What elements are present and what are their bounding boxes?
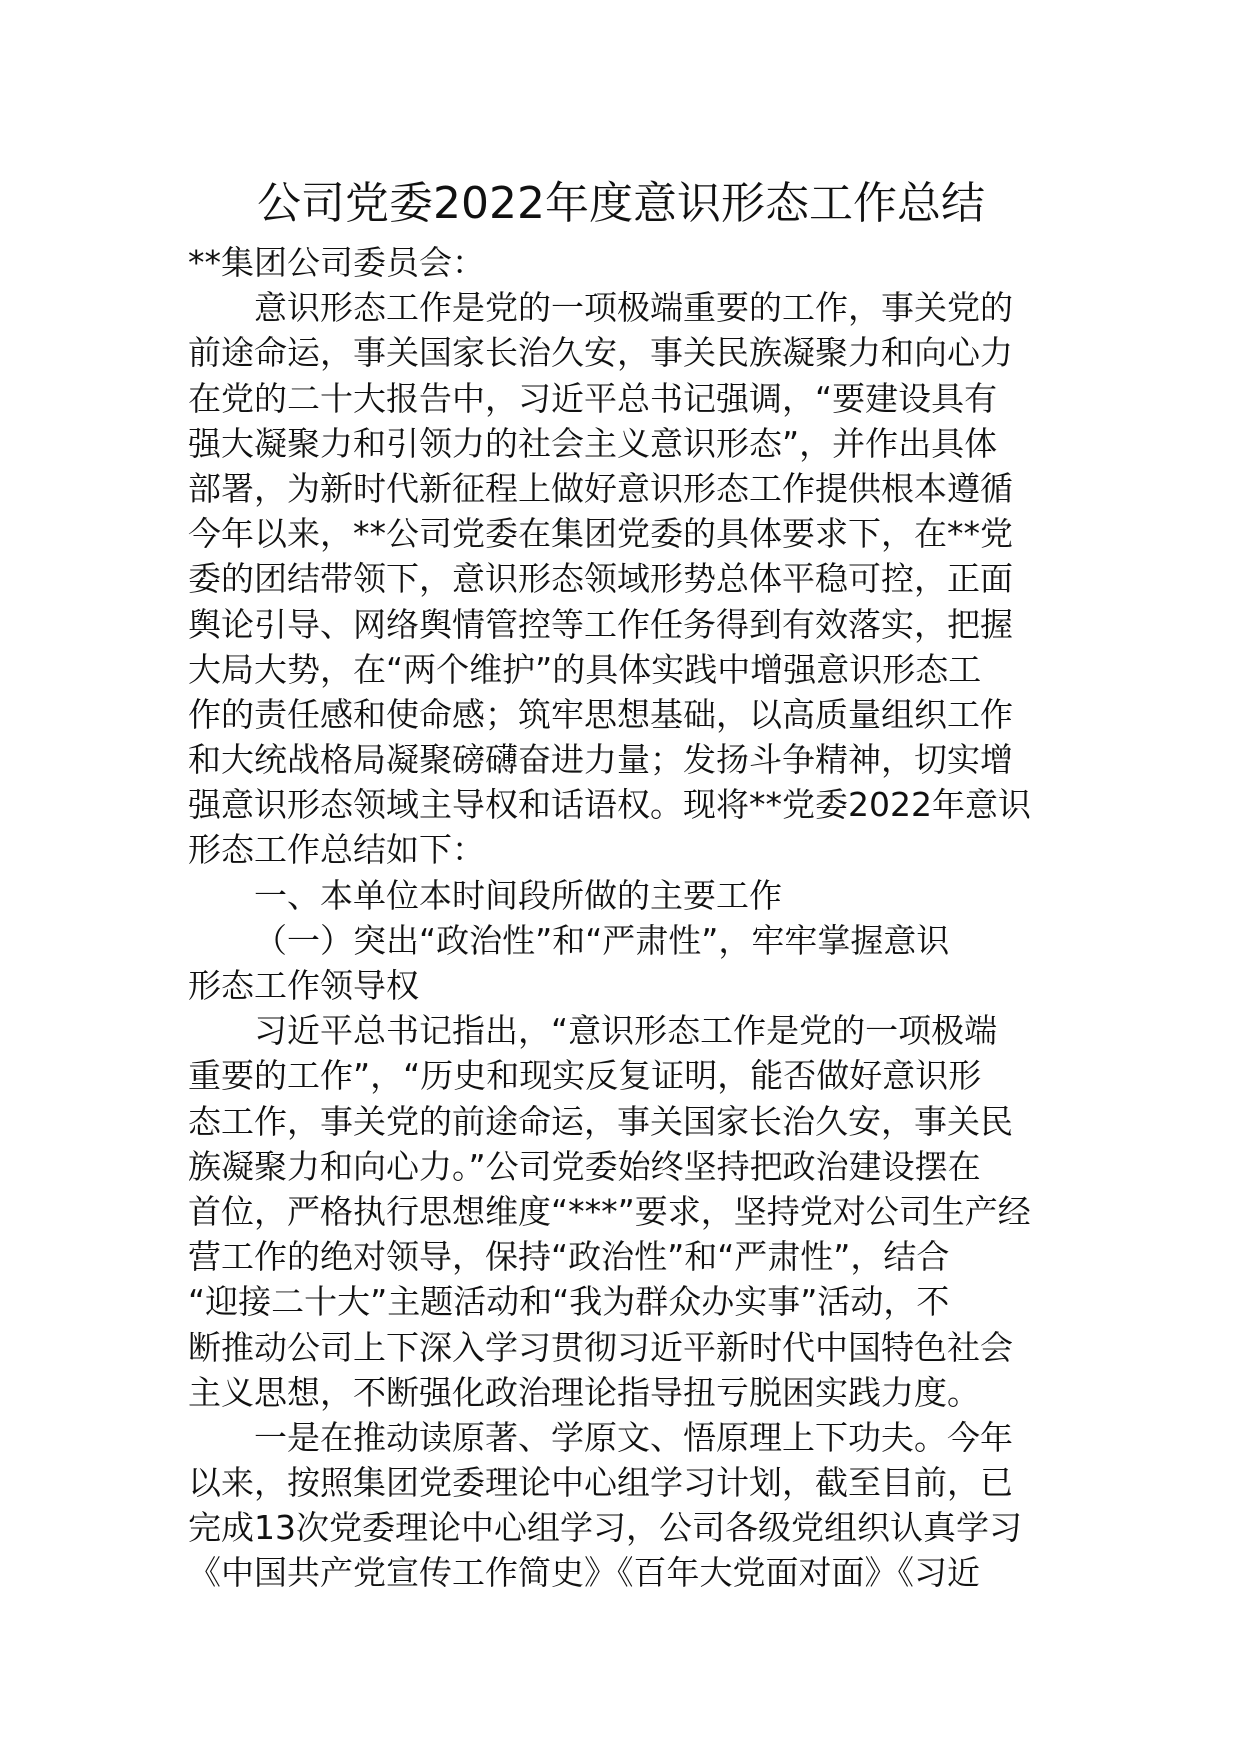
subsection-heading	[188, 918, 1054, 1008]
subheading-line: 形态工作领导权	[188, 966, 419, 1005]
paragraph-line: 前途命运，事关国家长治久安，事关民族凝聚力和向心力	[188, 333, 1013, 373]
paragraph-line: 完成13次党委理论中心组学习，公司各级党组织认真学习	[188, 1508, 1022, 1548]
paragraph-line: 重要的工作”，“历史和现实反复证明，能否做好意识形	[188, 1056, 982, 1096]
paragraph-line: 今年以来，**公司党委在集团党委的具体要求下，在**党	[188, 514, 1013, 554]
paragraph-line: 族凝聚力和向心力。”公司党委始终坚持把政治建设摆在	[188, 1146, 981, 1186]
paragraph-line: 首位，严格执行思想维度“***”要求，坚持党对公司生产经	[188, 1191, 1031, 1231]
paragraph-line: 一是在推动读原著、学原文、悟原理上下功夫。今年	[254, 1417, 1013, 1457]
paragraph-line: 委的团结带领下，意识形态领域形势总体平稳可控，正面	[188, 559, 1013, 599]
document-title: 公司党委2022年度意识形态工作总结	[257, 178, 985, 229]
paragraph-line: 舆论引导、网络舆情管控等工作任务得到有效落实，把握	[188, 604, 1013, 644]
document-page	[188, 168, 1054, 1596]
paragraph-1	[188, 285, 1054, 872]
paragraph-line: 断推动公司上下深入学习贯彻习近平新时代中国特色社会	[188, 1327, 1013, 1367]
paragraph-line: 作的责任感和使命感；筑牢思想基础，以高质量组织工作	[188, 694, 1013, 734]
paragraph-line: “迎接二十大”主题活动和“我为群众办实事”活动，不	[188, 1282, 950, 1322]
paragraph-line: 大局大势，在“两个维护”的具体实践中增强意识形态工	[188, 649, 982, 689]
paragraph-line: 意识形态工作是党的一项极端重要的工作，事关党的	[254, 288, 1013, 328]
paragraph-line: 部署，为新时代新征程上做好意识形态工作提供根本遵循	[188, 468, 1013, 508]
paragraph-line: 以来，按照集团党委理论中心组学习计划，截至目前，已	[188, 1463, 1013, 1503]
paragraph-2	[188, 1008, 1054, 1415]
paragraph-line: 和大统战格局凝聚磅礴奋进力量；发扬斗争精神，切实增	[188, 740, 1013, 780]
paragraph-line: 态工作，事关党的前途命运，事关国家长治久安，事关民	[188, 1101, 1013, 1141]
paragraph-line: 营工作的绝对领导，保持“政治性”和“严肃性”，结合	[188, 1237, 950, 1277]
document-body	[188, 240, 1054, 1596]
paragraph-line: 《中国共产党宣传工作简史》《百年大党面对面》《习近	[188, 1553, 980, 1593]
paragraph-line: 主义思想，不断强化政治理论指导扭亏脱困实践力度。	[188, 1372, 980, 1412]
salutation: **集团公司委员会：	[188, 243, 485, 282]
paragraph-line: 形态工作总结如下：	[188, 830, 485, 870]
paragraph-3	[188, 1415, 1054, 1596]
subheading-line: （一）突出“政治性”和“严肃性”，牢牢掌握意识	[254, 920, 950, 960]
paragraph-line: 强意识形态领域主导权和话语权。现将**党委2022年意识	[188, 785, 1031, 825]
paragraph-line: 在党的二十大报告中，习近平总书记强调，“要建设具有	[188, 378, 998, 418]
paragraph-line: 习近平总书记指出，“意识形态工作是党的一项极端	[254, 1011, 998, 1051]
section-heading: 一、本单位本时间段所做的主要工作	[254, 875, 782, 915]
paragraph-line: 强大凝聚力和引领力的社会主义意识形态”，并作出具体	[188, 423, 998, 463]
